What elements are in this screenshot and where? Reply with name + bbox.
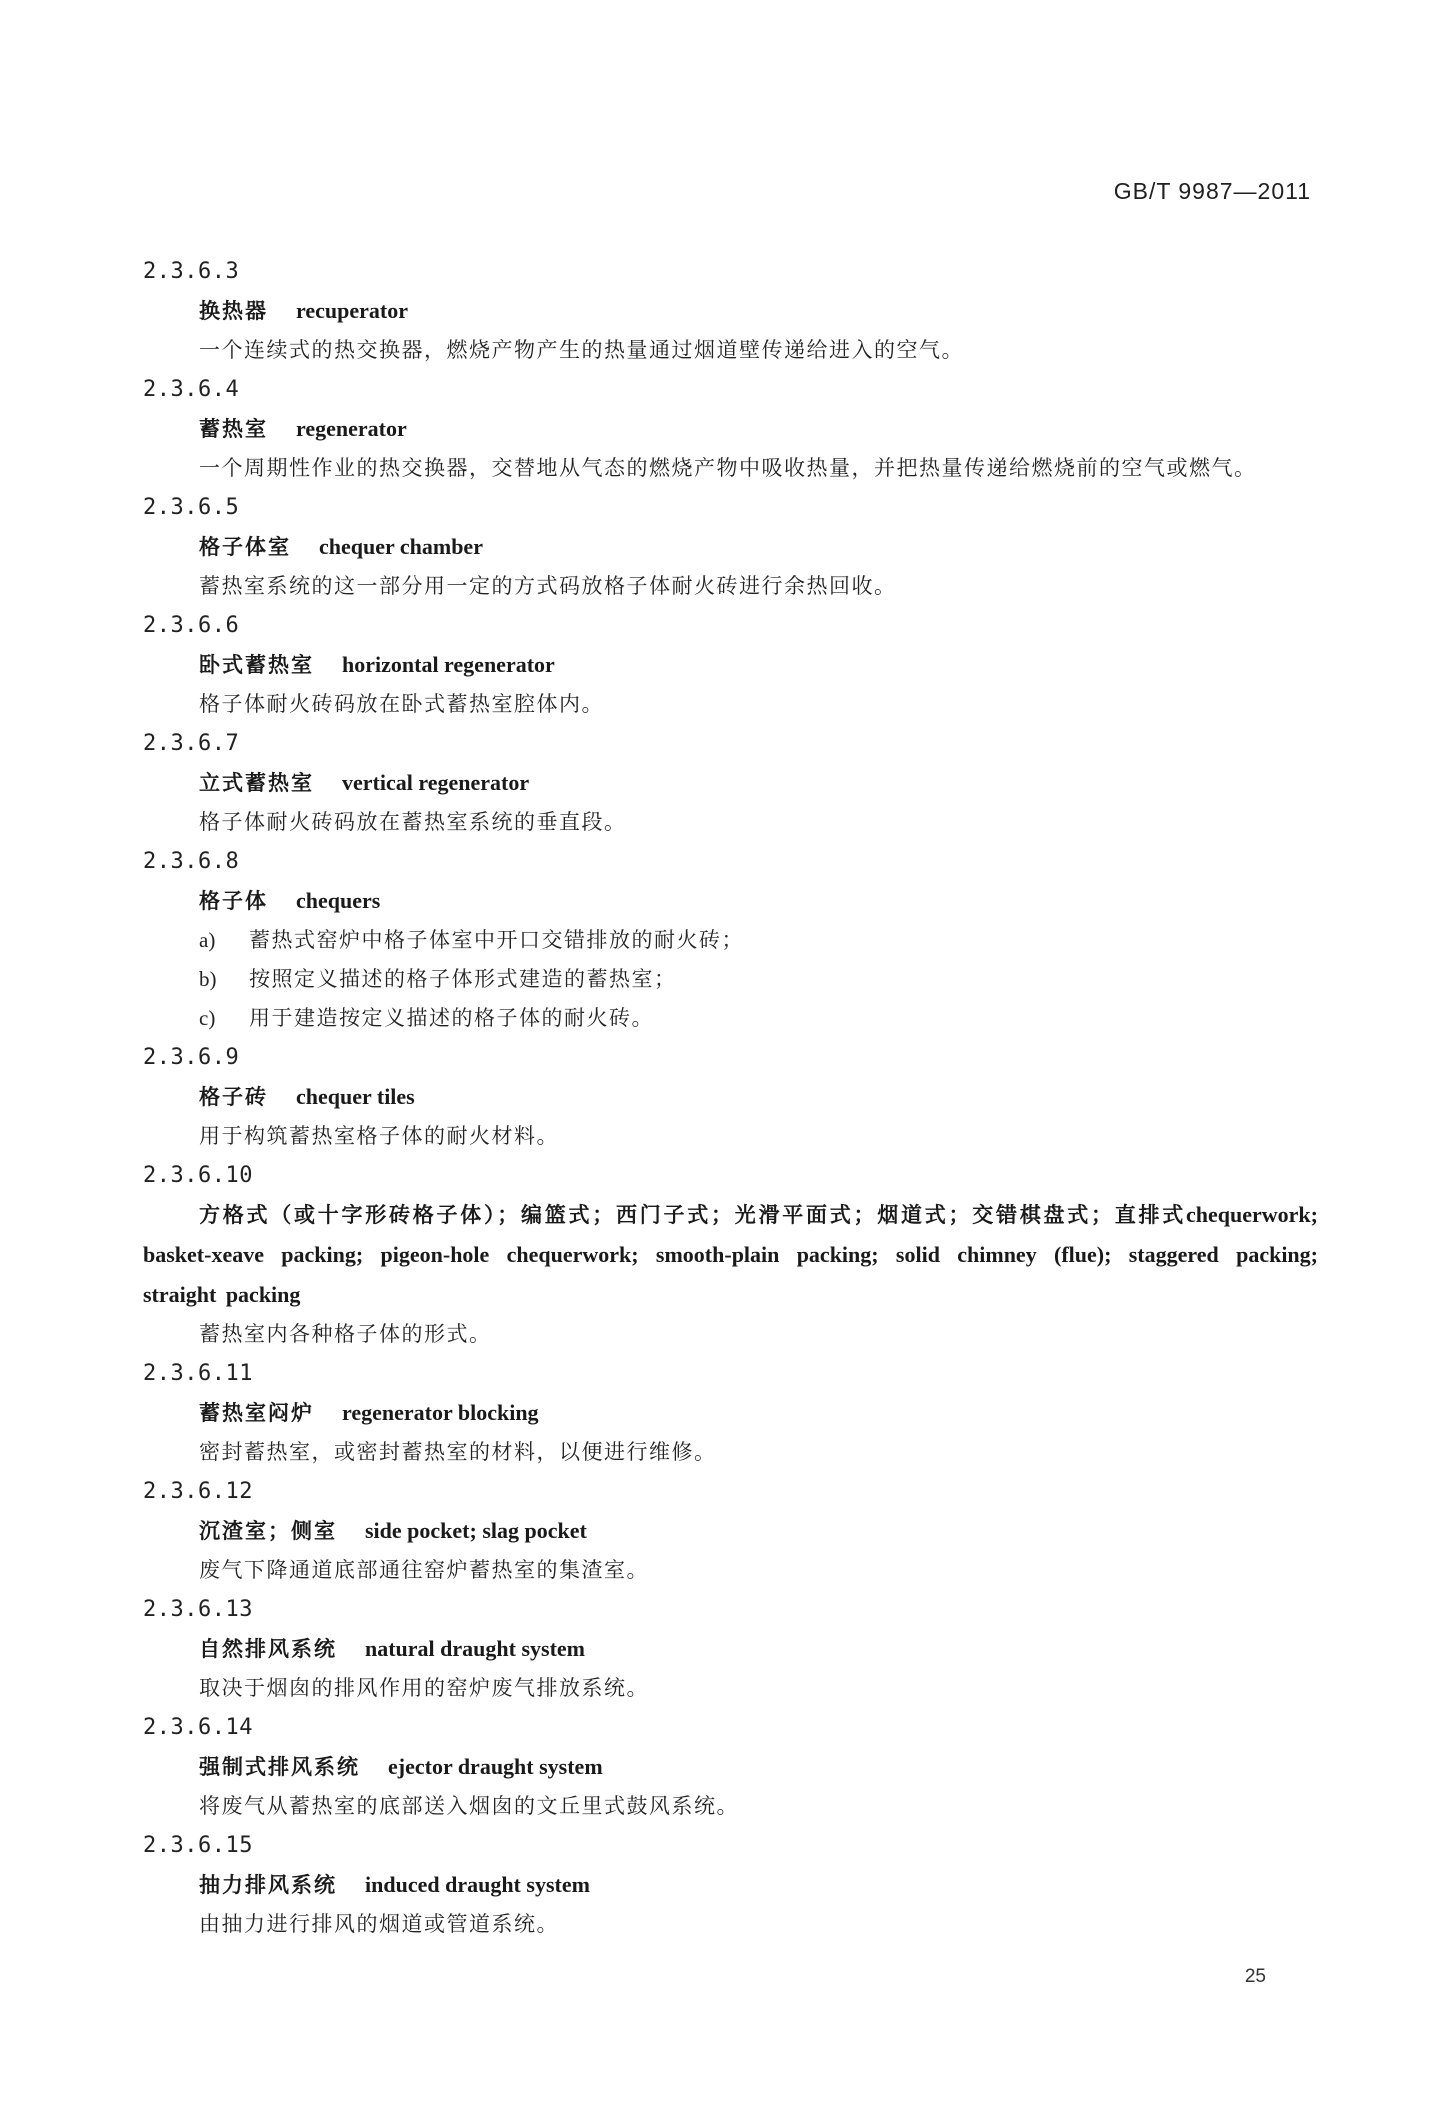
clause-2-3-6-4: [143, 370, 1318, 488]
clause-number: 2.3.6.13: [143, 1597, 253, 1622]
term-zh: 格子体: [199, 889, 268, 913]
definition: 蓄热室内各种格子体的形式。: [199, 1322, 492, 1346]
definition: 由抽力进行排风的烟道或管道系统。: [199, 1912, 559, 1936]
term-en: regenerator: [296, 416, 407, 441]
term-line: [143, 527, 1318, 567]
list-text: 用于建造按定义描述的格子体的耐火砖。: [249, 1006, 654, 1030]
term-en: horizontal regenerator: [342, 652, 555, 677]
list-text: 蓄热式窑炉中格子体室中开口交错排放的耐火砖；: [249, 928, 744, 952]
definition: 密封蓄热室，或密封蓄热室的材料，以便进行维修。: [199, 1440, 717, 1464]
term-zh: 抽力排风系统: [199, 1873, 337, 1897]
clause-number: 2.3.6.5: [143, 495, 240, 520]
clause-2-3-6-8: [143, 842, 1318, 1038]
clause-list: [143, 252, 1318, 1944]
term-line: [143, 881, 1318, 921]
term-en: chequerwork; basket-xeave packing; pigeon-hole chequerwork; smooth-plain packing; solid chimney (flue); staggered packing; straight packing: [143, 1202, 1318, 1307]
clause-2-3-6-7: [143, 724, 1318, 842]
term-line: [143, 1865, 1318, 1905]
list-item: [143, 960, 1318, 999]
page-number: 25: [1244, 1966, 1266, 1987]
clause-2-3-6-13: [143, 1590, 1318, 1708]
definition: 格子体耐火砖码放在卧式蓄热室腔体内。: [199, 692, 604, 716]
clause-2-3-6-14: [143, 1708, 1318, 1826]
term-line: [143, 1511, 1318, 1551]
term-en: recuperator: [296, 298, 408, 323]
clause-number: 2.3.6.15: [143, 1833, 253, 1858]
term-line: [143, 645, 1318, 685]
term-en: natural draught system: [365, 1636, 586, 1661]
term-line: [143, 1077, 1318, 1117]
clause-number: 2.3.6.10: [143, 1163, 253, 1188]
list-item: [143, 921, 1318, 960]
term-zh: 格子体室: [199, 535, 291, 559]
clause-number: 2.3.6.8: [143, 849, 240, 874]
term-en: chequer tiles: [296, 1084, 415, 1109]
list-text: 按照定义描述的格子体形式建造的蓄热室；: [249, 967, 677, 991]
term-en: chequer chamber: [319, 534, 483, 559]
clause-2-3-6-15: [143, 1826, 1318, 1944]
list-label: b): [199, 967, 217, 991]
term-en: regenerator blocking: [342, 1400, 539, 1425]
list-label: a): [199, 928, 216, 952]
clause-2-3-6-12: [143, 1472, 1318, 1590]
term-en: chequers: [296, 888, 381, 913]
term-zh: 沉渣室；侧室: [199, 1519, 337, 1543]
clause-number: 2.3.6.6: [143, 613, 240, 638]
term-en: induced draught system: [365, 1872, 590, 1897]
list-label: c): [199, 1006, 216, 1030]
term-zh: 蓄热室: [199, 417, 268, 441]
term-zh: 换热器: [199, 299, 268, 323]
definition: 格子体耐火砖码放在蓄热室系统的垂直段。: [199, 810, 627, 834]
clause-number: 2.3.6.9: [143, 1045, 240, 1070]
definition: 一个周期性作业的热交换器，交替地从气态的燃烧产物中吸收热量，并把热量传递给燃烧前的空气或燃气。: [199, 456, 1257, 480]
term-zh: 强制式排风系统: [199, 1755, 360, 1779]
term-en: vertical regenerator: [342, 770, 530, 795]
term-line: [143, 763, 1318, 803]
term-line: [143, 1393, 1318, 1433]
clause-number: 2.3.6.12: [143, 1479, 253, 1504]
term-zh: 卧式蓄热室: [199, 653, 314, 677]
clause-number: 2.3.6.4: [143, 377, 240, 402]
term-zh: 方格式（或十字形砖格子体）；编篮式；西门子式；光滑平面式；烟道式；交错棋盘式；直排式: [199, 1203, 1187, 1227]
clause-2-3-6-6: [143, 606, 1318, 724]
definition: 取决于烟囱的排风作用的窑炉废气排放系统。: [199, 1676, 649, 1700]
term-en: ejector draught system: [388, 1754, 603, 1779]
clause-2-3-6-5: [143, 488, 1318, 606]
term-line: [143, 409, 1318, 449]
standard-code: GB/T 9987—2011: [1113, 178, 1311, 204]
term-zh: 自然排风系统: [199, 1637, 337, 1661]
clause-2-3-6-9: [143, 1038, 1318, 1156]
clause-2-3-6-3: [143, 252, 1318, 370]
clause-2-3-6-11: [143, 1354, 1318, 1472]
clause-number: 2.3.6.3: [143, 259, 240, 284]
term-en: side pocket; slag pocket: [365, 1518, 587, 1543]
term-zh: 立式蓄热室: [199, 771, 314, 795]
term-line: [143, 291, 1318, 331]
term-line: [143, 1195, 1318, 1315]
clause-number: 2.3.6.14: [143, 1715, 253, 1740]
clause-number: 2.3.6.11: [143, 1361, 253, 1386]
list-item: [143, 999, 1318, 1038]
term-zh: 格子砖: [199, 1085, 268, 1109]
definition: 用于构筑蓄热室格子体的耐火材料。: [199, 1124, 559, 1148]
clause-number: 2.3.6.7: [143, 731, 240, 756]
term-zh: 蓄热室闷炉: [199, 1401, 314, 1425]
definition: 蓄热室系统的这一部分用一定的方式码放格子体耐火砖进行余热回收。: [199, 574, 897, 598]
definition: 将废气从蓄热室的底部送入烟囱的文丘里式鼓风系统。: [199, 1794, 739, 1818]
term-line: [143, 1629, 1318, 1669]
definition: 一个连续式的热交换器，燃烧产物产生的热量通过烟道壁传递给进入的空气。: [199, 338, 964, 362]
definition: 废气下降通道底部通往窑炉蓄热室的集渣室。: [199, 1558, 649, 1582]
term-line: [143, 1747, 1318, 1787]
clause-2-3-6-10: [143, 1156, 1318, 1354]
